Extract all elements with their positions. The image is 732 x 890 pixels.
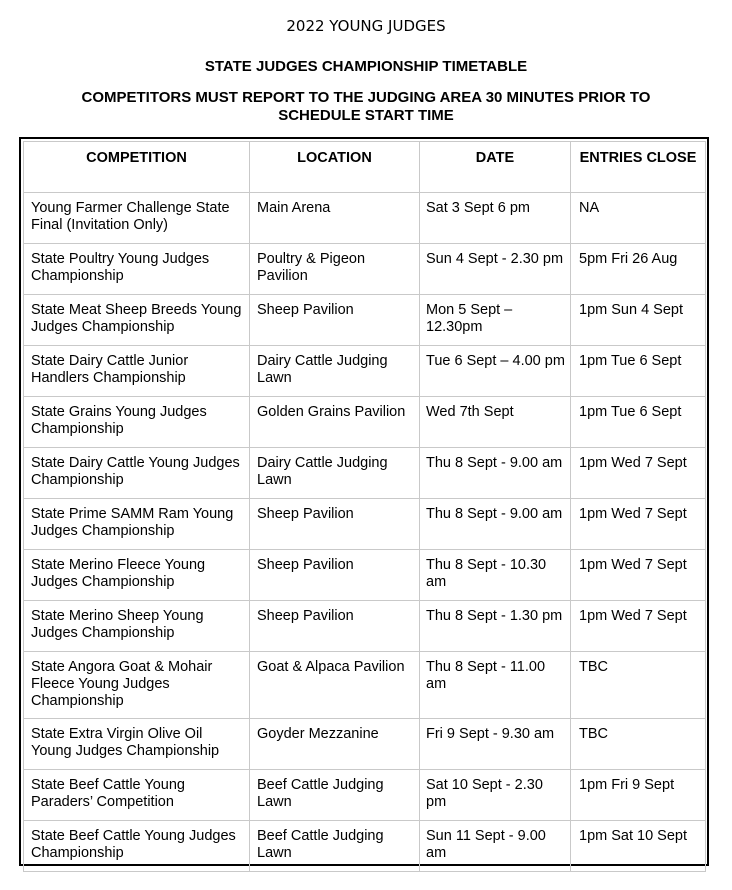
entries-close-cell: 1pm Wed 7 Sept bbox=[571, 550, 706, 601]
date-cell: Sat 3 Sept 6 pm bbox=[420, 193, 571, 244]
date-cell: Thu 8 Sept - 9.00 am bbox=[420, 499, 571, 550]
table-row bbox=[24, 244, 706, 295]
location-cell: Goat & Alpaca Pavilion bbox=[250, 652, 420, 719]
competition-cell: State Beef Cattle Young Judges Championship bbox=[24, 821, 250, 872]
report-notice: COMPETITORS MUST REPORT TO THE JUDGING AREA 30 MINUTES PRIOR TO SCHEDULE START TIME bbox=[81, 89, 651, 124]
timetable-table bbox=[23, 141, 706, 872]
competition-cell: State Merino Sheep Young Judges Championship bbox=[24, 601, 250, 652]
competition-cell: State Meat Sheep Breeds Young Judges Championship bbox=[24, 295, 250, 346]
table-row bbox=[24, 193, 706, 244]
location-cell: Main Arena bbox=[250, 193, 420, 244]
column-header-competition: COMPETITION bbox=[24, 142, 250, 193]
entries-close-cell: 5pm Fri 26 Aug bbox=[571, 244, 706, 295]
competition-cell: State Dairy Cattle Young Judges Championship bbox=[24, 448, 250, 499]
table-row bbox=[24, 448, 706, 499]
competition-cell: State Extra Virgin Olive Oil Young Judges Championship bbox=[24, 719, 250, 770]
competition-cell: Young Farmer Challenge State Final (Invitation Only) bbox=[24, 193, 250, 244]
table-row bbox=[24, 346, 706, 397]
competition-cell: State Beef Cattle Young Paraders’ Competition bbox=[24, 770, 250, 821]
column-header-entries-close: ENTRIES CLOSE bbox=[571, 142, 706, 193]
location-cell: Beef Cattle Judging Lawn bbox=[250, 821, 420, 872]
timetable-title: STATE JUDGES CHAMPIONSHIP TIMETABLE bbox=[204, 58, 528, 75]
location-cell: Dairy Cattle Judging Lawn bbox=[250, 346, 420, 397]
location-cell: Goyder Mezzanine bbox=[250, 719, 420, 770]
competition-cell: State Prime SAMM Ram Young Judges Championship bbox=[24, 499, 250, 550]
date-cell: Fri 9 Sept - 9.30 am bbox=[420, 719, 571, 770]
competition-cell: State Merino Fleece Young Judges Championship bbox=[24, 550, 250, 601]
date-cell: Thu 8 Sept - 9.00 am bbox=[420, 448, 571, 499]
location-cell: Sheep Pavilion bbox=[250, 601, 420, 652]
entries-close-cell: NA bbox=[571, 193, 706, 244]
document-title: 2022 YOUNG JUDGES bbox=[286, 17, 446, 35]
table-header-row bbox=[24, 142, 706, 193]
table-row bbox=[24, 770, 706, 821]
table-row bbox=[24, 601, 706, 652]
table-row bbox=[24, 397, 706, 448]
entries-close-cell: 1pm Fri 9 Sept bbox=[571, 770, 706, 821]
location-cell: Golden Grains Pavilion bbox=[250, 397, 420, 448]
location-cell: Sheep Pavilion bbox=[250, 295, 420, 346]
table-row bbox=[24, 652, 706, 719]
competition-cell: State Poultry Young Judges Championship bbox=[24, 244, 250, 295]
competition-cell: State Grains Young Judges Championship bbox=[24, 397, 250, 448]
location-cell: Sheep Pavilion bbox=[250, 499, 420, 550]
table-row bbox=[24, 719, 706, 770]
date-cell: Sun 4 Sept - 2.30 pm bbox=[420, 244, 571, 295]
entries-close-cell: 1pm Wed 7 Sept bbox=[571, 448, 706, 499]
date-cell: Thu 8 Sept - 1.30 pm bbox=[420, 601, 571, 652]
entries-close-cell: TBC bbox=[571, 719, 706, 770]
timetable-table-frame bbox=[19, 137, 709, 866]
location-cell: Beef Cattle Judging Lawn bbox=[250, 770, 420, 821]
date-cell: Mon 5 Sept – 12.30pm bbox=[420, 295, 571, 346]
date-cell: Sat 10 Sept - 2.30 pm bbox=[420, 770, 571, 821]
table-row bbox=[24, 499, 706, 550]
date-cell: Wed 7th Sept bbox=[420, 397, 571, 448]
table-row bbox=[24, 821, 706, 872]
entries-close-cell: 1pm Sun 4 Sept bbox=[571, 295, 706, 346]
column-header-location: LOCATION bbox=[250, 142, 420, 193]
competition-cell: State Dairy Cattle Junior Handlers Championship bbox=[24, 346, 250, 397]
location-cell: Poultry & Pigeon Pavilion bbox=[250, 244, 420, 295]
table-row bbox=[24, 550, 706, 601]
entries-close-cell: 1pm Wed 7 Sept bbox=[571, 601, 706, 652]
date-cell: Sun 11 Sept - 9.00 am bbox=[420, 821, 571, 872]
entries-close-cell: 1pm Tue 6 Sept bbox=[571, 346, 706, 397]
date-cell: Tue 6 Sept – 4.00 pm bbox=[420, 346, 571, 397]
column-header-date: DATE bbox=[420, 142, 571, 193]
location-cell: Sheep Pavilion bbox=[250, 550, 420, 601]
location-cell: Dairy Cattle Judging Lawn bbox=[250, 448, 420, 499]
entries-close-cell: TBC bbox=[571, 652, 706, 719]
table-row bbox=[24, 295, 706, 346]
entries-close-cell: 1pm Sat 10 Sept bbox=[571, 821, 706, 872]
entries-close-cell: 1pm Wed 7 Sept bbox=[571, 499, 706, 550]
date-cell: Thu 8 Sept - 10.30 am bbox=[420, 550, 571, 601]
date-cell: Thu 8 Sept - 11.00 am bbox=[420, 652, 571, 719]
entries-close-cell: 1pm Tue 6 Sept bbox=[571, 397, 706, 448]
competition-cell: State Angora Goat & Mohair Fleece Young Judges Championship bbox=[24, 652, 250, 719]
